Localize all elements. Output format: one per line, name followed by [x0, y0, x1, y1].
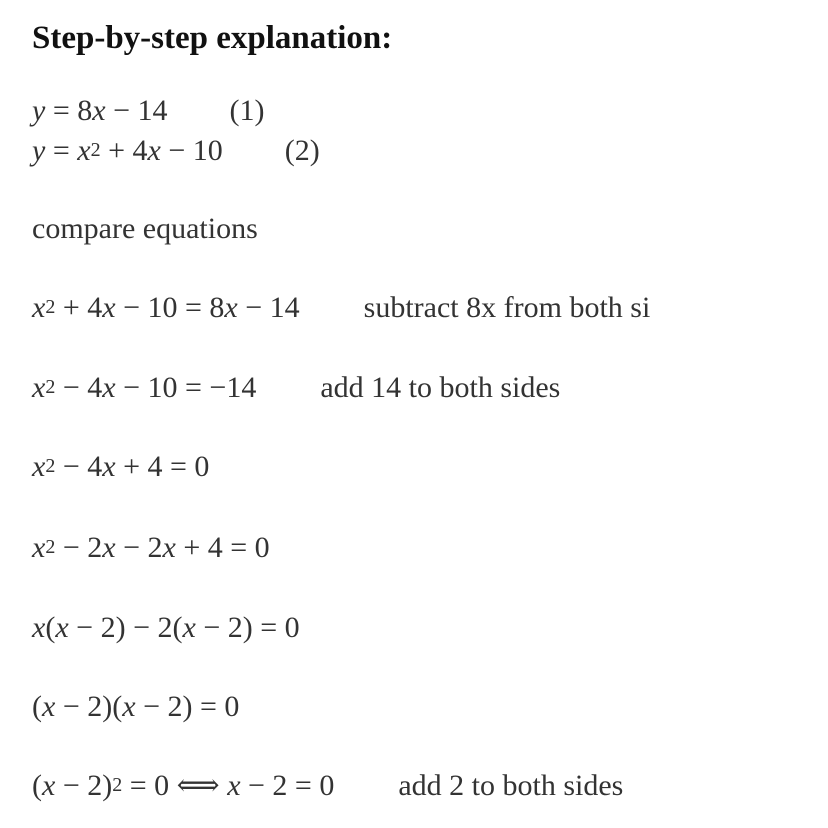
step-5: x(x − 2) − 2(x − 2) = 0 [32, 611, 300, 644]
step-4: $x^2 - 2x - 2x + 4 = 0$ [32, 531, 270, 564]
page-heading: Step-by-step explanation: [32, 20, 393, 56]
step-1: $x^2 + 4x - 10 = 8x - 14$ subtract 8x from both si [32, 291, 651, 324]
compare-text: compare equations [32, 212, 258, 245]
step-7-note: add 2 to both sides [398, 769, 624, 802]
step-2: $x^2 - 4x - 10 = -14$ add 14 to both sides [32, 371, 561, 404]
step-7: $(x - 2)^2 = 0$ ⟺ x − 2 = 0 add 2 to both sides [32, 769, 624, 802]
step-1-note: subtract 8x from both si [363, 291, 651, 324]
equation-2-number: (2) [284, 134, 320, 167]
equation-1: y = 8x − 14 (1) [32, 94, 265, 127]
step-2-note: add 14 to both sides [320, 371, 561, 404]
step-6: (x − 2)(x − 2) = 0 [32, 690, 240, 723]
step-3: $x^2 - 4x + 4 = 0$ [32, 450, 210, 483]
equation-2: $y = x^2 + 4x - 10$ (2) [32, 134, 320, 167]
equation-1-number: (1) [229, 94, 265, 127]
